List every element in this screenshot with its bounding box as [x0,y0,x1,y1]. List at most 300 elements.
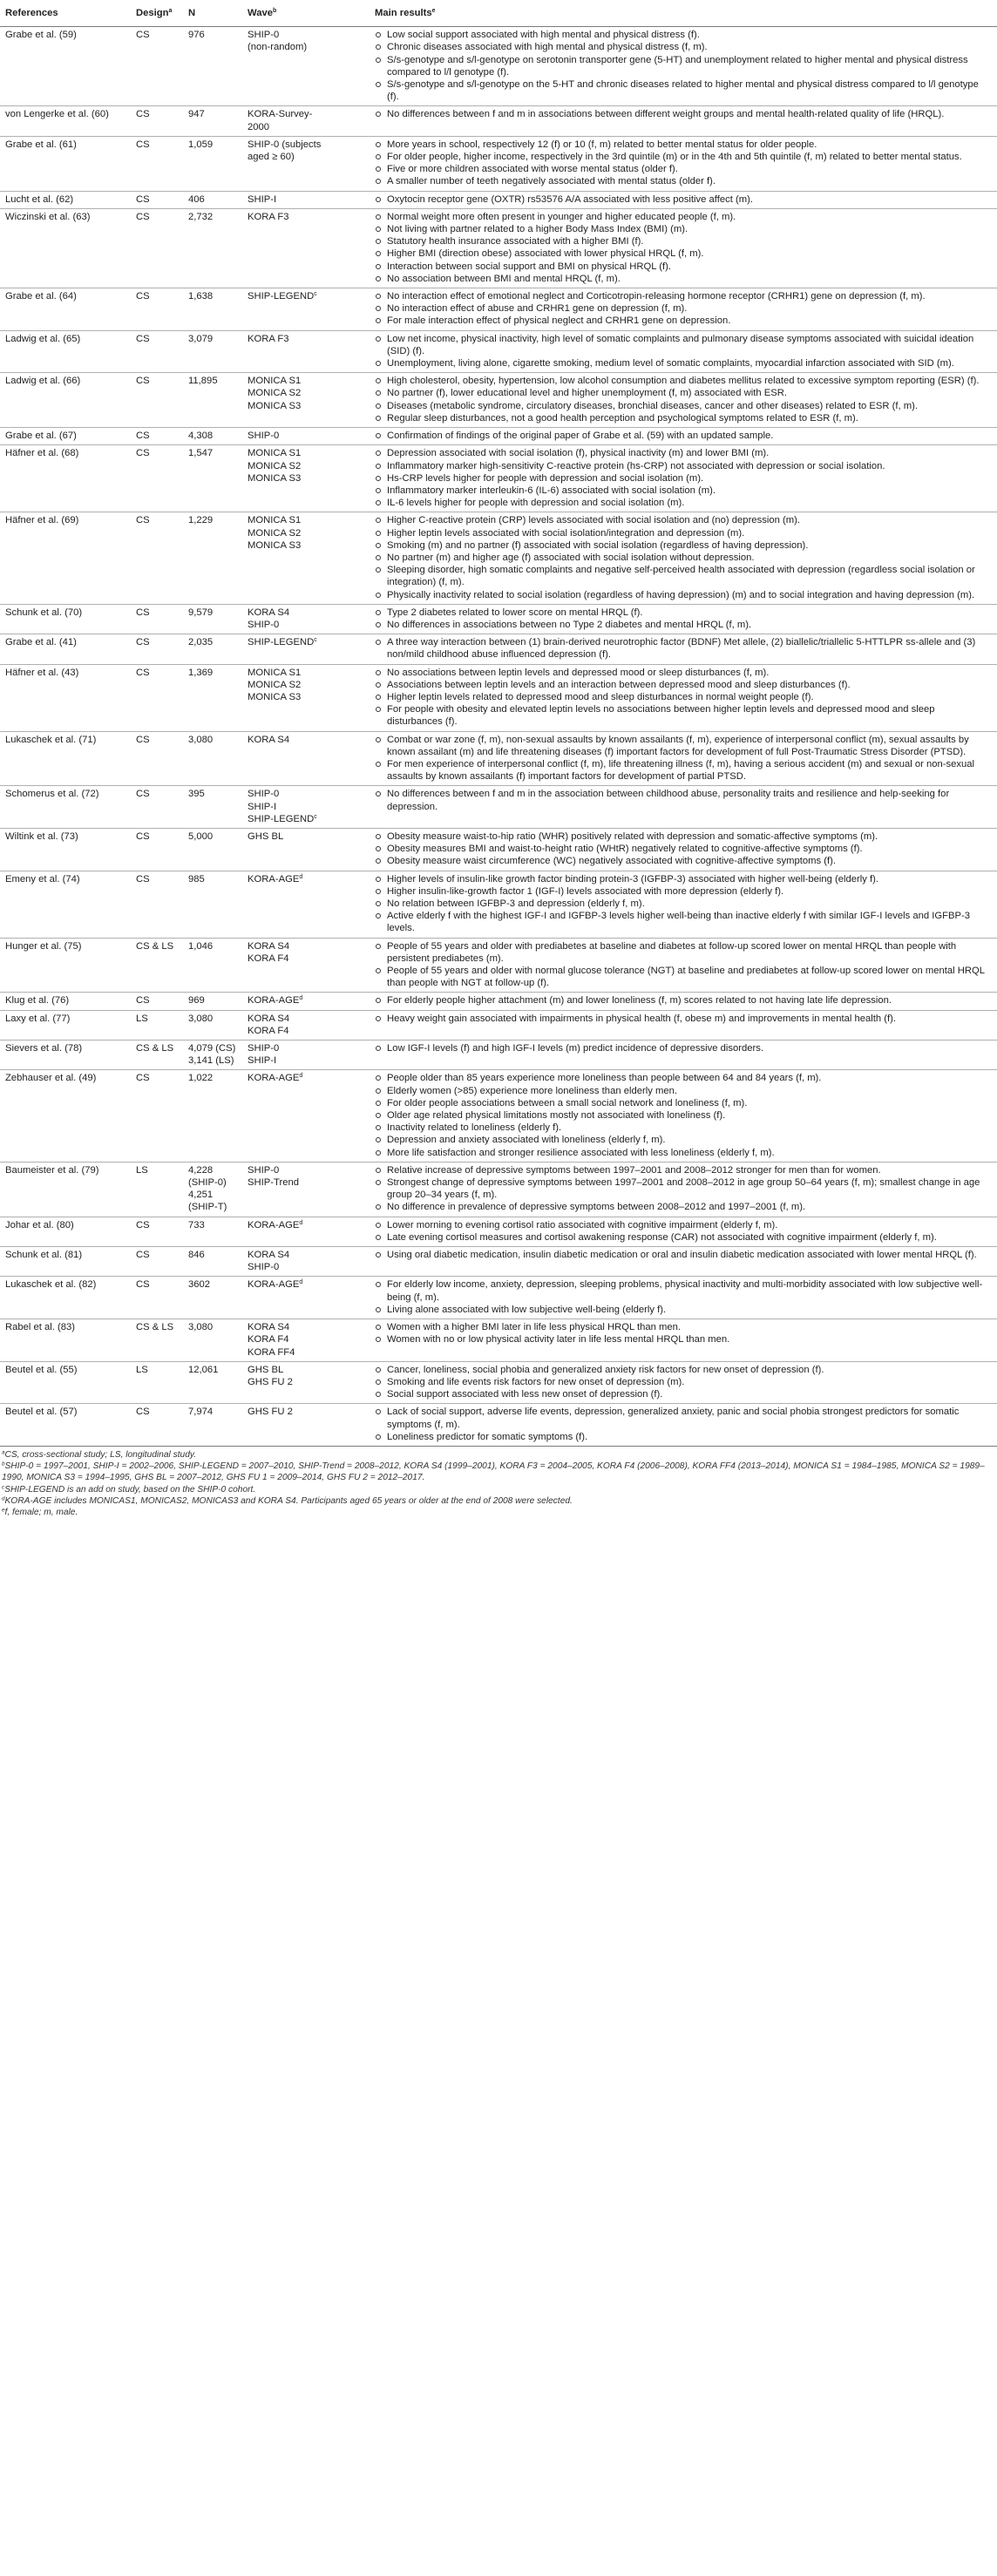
result-item: Women with no or low physical activity later in life less mental HRQL than men. [375,1333,992,1346]
results-list [375,1278,992,1316]
results-list [375,636,992,661]
wave-cell [242,664,370,731]
table-header-row [0,2,997,27]
wave-line: SHIP-LEGEND$^c$ [248,637,317,648]
wave-line: KORA S4 [248,940,290,952]
wave-line: MONICA S3 [248,400,302,411]
sample-size-line: (SHIP-0) [188,1177,227,1189]
results-list [375,734,992,783]
sample-size-line: 7,974 [188,1407,214,1418]
table-row [0,1319,997,1362]
result-item: For elderly low income, anxiety, depression, sleeping problems, physical inactivity and multi-morbidity associated with low subjective well-being (f, m). [375,1278,992,1303]
sample-size-cell [183,1404,242,1446]
main-results-cell [370,288,997,331]
result-item: People of 55 years and older with normal glucose tolerance (NGT) at baseline and prediabetes at follow-up scored lower on mental HRQL than people with NGT at follow-up (f). [375,965,992,989]
result-item: Depression and anxiety associated with loneliness (elderly f, m). [375,1134,992,1146]
sample-size-line: 11,895 [188,376,218,387]
footnote-line: $^e$f, female; m, male. [2,1507,78,1517]
main-results-cell [370,208,997,288]
result-item: Oxytocin receptor gene (OXTR) rs53576 A/A associated with less positive affect (m). [375,193,992,206]
main-results-cell [370,512,997,604]
wave-line: KORA S4 [248,607,290,618]
table-row [0,1404,997,1446]
wave-line: SHIP-LEGEND$^c$ [248,291,317,302]
design-cell: CS [131,512,183,604]
sample-size-line: 3,080 [188,734,214,745]
results-list [375,607,992,631]
wave-cell [242,731,370,786]
sample-size-cell [183,428,242,445]
wave-line: KORA-Survey- [248,109,313,120]
result-item: Living alone associated with low subjective well-being (elderly f). [375,1304,992,1316]
design-cell: CS [131,786,183,829]
design-cell: CS [131,288,183,331]
reference-cell: Grabe et al. (61) [0,136,131,191]
reference-cell: Hunger et al. (75) [0,938,131,993]
result-item: For people with obesity and elevated leptin levels no associations between higher leptin levels and depressed mood and sleep disturbances (f). [375,703,992,728]
results-list [375,333,992,370]
results-list [375,447,992,509]
sample-size-cell [183,1319,242,1362]
wave-line: KORA F4 [248,1334,289,1346]
main-results-cell [370,445,997,512]
reference-cell: Beutel et al. (55) [0,1361,131,1404]
reference-cell: Klug et al. (76) [0,993,131,1010]
result-item: Low IGF-I levels (f) and high IGF-I levels (m) predict incidence of depressive disorders. [375,1042,992,1054]
table-body [0,27,997,1446]
wave-line: SHIP-I [248,193,277,205]
result-item: No differences between f and m in associations between different weight groups and mental health-related quality of life (HRQL). [375,108,992,120]
results-list [375,290,992,328]
table-row [0,191,997,208]
results-list [375,667,992,729]
table-row [0,634,997,664]
result-item: Obesity measure waist-to-hip ratio (WHR) positively related with depression and somatic-affective symptoms (m). [375,830,992,843]
wave-line: SHIP-LEGEND$^c$ [248,813,317,824]
wave-line: MONICA S1 [248,376,302,387]
footnote-line: $^b$SHIP-0 = 1997–2001, SHIP-I = 2002–2006, SHIP-LEGEND = 2007–2010, SHIP-Trend = 2008–2012, KORA S4 (1999–2001), KORA F3 = 2004–2005, KORA F4 (2006–2008), KORA FF4 (2013–2014), MONICA S1 = 1984–1985, MONICA S2 = 1989–1990, MONICA S3 = 1994–1995, GHS BL = 2007–2012, GHS FU 1 = 2009–2014, GHS FU 2 = 2012–2017. [2,1461,985,1483]
results-list [375,1321,992,1346]
sample-size-cell [183,1070,242,1162]
result-item: S/s-genotype and s/l-genotype on the 5-HT and chronic diseases related to higher mental and physical distress compared to l/l genotype (f). [375,78,992,103]
sample-size-cell [183,27,242,106]
sample-size-cell [183,938,242,993]
result-item: Cancer, loneliness, social phobia and generalized anxiety risk factors for new onset of depression (f). [375,1364,992,1376]
result-item: Low social support associated with high mental and physical distress (f). [375,29,992,41]
wave-cell [242,1217,370,1246]
result-item: Inactivity related to loneliness (elderly f). [375,1122,992,1134]
sample-size-line: 1,638 [188,291,214,302]
sample-size-cell [183,828,242,871]
wave-cell [242,106,370,136]
sample-size-line: 3,080 [188,1322,214,1333]
wave-cell [242,1041,370,1070]
sample-size-line: 12,061 [188,1364,219,1375]
sample-size-line: 4,228 [188,1164,214,1176]
result-item: Regular sleep disturbances, not a good health perception and psychological symptoms related to ESR (f, m). [375,412,992,424]
result-item: Physically inactivity related to social isolation (regardless of having depression) (m) and to social integration and having depression (m). [375,589,992,601]
result-item: Higher levels of insulin-like growth factor binding protein-3 (IGFBP-3) associated with higher well-being (elderly f). [375,873,992,885]
result-item: Higher insulin-like-growth factor 1 (IGF-I) levels associated with more depression (elderly f). [375,885,992,898]
wave-line: MONICA S2 [248,460,302,471]
table-row [0,828,997,871]
sample-size-cell [183,512,242,604]
reference-cell: Häfner et al. (69) [0,512,131,604]
result-item: Statutory health insurance associated with a higher BMI (f). [375,235,992,247]
reference-cell: Häfner et al. (68) [0,445,131,512]
design-cell: CS [131,136,183,191]
main-results-cell [370,1319,997,1362]
sample-size-cell [183,786,242,829]
results-list [375,788,992,812]
header-wave: Wave$^b$ [242,2,370,27]
design-cell: CS [131,731,183,786]
sample-size-line: (SHIP-T) [188,1202,227,1213]
result-item: S/s-genotype and s/l-genotype on serotonin transporter gene (5-HT) and unemployment related to higher mental and physical distress compared to l/l genotype (f). [375,54,992,78]
wave-cell [242,191,370,208]
design-cell: LS [131,1010,183,1040]
sample-size-line: 2,035 [188,637,214,648]
reference-cell: Wiltink et al. (73) [0,828,131,871]
sample-size-line: 1,229 [188,515,214,526]
reference-cell: Zebhauser et al. (49) [0,1070,131,1162]
results-list [375,1072,992,1158]
table-row [0,330,997,373]
reference-cell: Wiczinski et al. (63) [0,208,131,288]
results-list [375,211,992,285]
table-row [0,1041,997,1070]
result-item: Lower morning to evening cortisol ratio associated with cognitive impairment (elderly f, m). [375,1219,992,1231]
design-cell: CS [131,634,183,664]
design-cell: CS [131,1070,183,1162]
wave-cell [242,993,370,1010]
result-item: For men experience of interpersonal conflict (f, m), life threatening illness (f, m), having a serious accident (m) and sexual or non-sexual assaults by known assailants (f) important factors for development of partial PTSD. [375,758,992,783]
sample-size-cell [183,1247,242,1277]
main-results-cell [370,634,997,664]
result-item: Obesity measures BMI and waist-to-height ratio (WHtR) negatively related to cognitive-affective symptoms (f). [375,843,992,855]
sample-size-line: 3602 [188,1279,211,1291]
reference-cell: Lukaschek et al. (82) [0,1277,131,1319]
sample-size-line: 1,046 [188,940,214,952]
sample-size-cell [183,634,242,664]
wave-line: SHIP-0 [248,430,280,442]
table-row [0,1361,997,1404]
table-row [0,1010,997,1040]
wave-line: SHIP-0 (subjects [248,139,322,150]
main-results-cell [370,1217,997,1246]
results-list [375,193,992,206]
sample-size-line: 3,079 [188,333,214,344]
reference-cell: Grabe et al. (64) [0,288,131,331]
result-item: Relative increase of depressive symptoms between 1997–2001 and 2008–2012 stronger for men than for women. [375,1164,992,1176]
reference-cell: Ladwig et al. (65) [0,330,131,373]
design-cell: CS [131,1277,183,1319]
result-item: Sleeping disorder, high somatic complaints and negative self-perceived health associated with depression (regardless social isolation or integration) (f, m). [375,564,992,588]
wave-line: SHIP-I [248,801,277,812]
main-results-cell [370,1247,997,1277]
table-row [0,106,997,136]
wave-line: MONICA S3 [248,472,302,484]
sample-size-cell [183,1277,242,1319]
footnote-line: $^d$KORA-AGE includes MONICAS1, MONICAS2, MONICAS3 and KORA S4. Participants aged 65 years or older at the end of 2008 were selected. [2,1495,573,1506]
table-row [0,288,997,331]
wave-cell [242,938,370,993]
wave-line: KORA S4 [248,1013,290,1024]
reference-cell: Schunk et al. (81) [0,1247,131,1277]
reference-cell: Schomerus et al. (72) [0,786,131,829]
result-item: Obesity measure waist circumference (WC) negatively associated with cognitive-affective symptoms (f). [375,855,992,867]
result-item: Strongest change of depressive symptoms between 1997–2001 and 2008–2012 in age group 50–64 years (f, m); smallest change in age group 20–34 years (f, m). [375,1176,992,1201]
sample-size-cell [183,136,242,191]
wave-cell [242,604,370,634]
main-results-cell [370,428,997,445]
result-item: Social support associated with less new onset of depression (f). [375,1388,992,1400]
result-item: IL-6 levels higher for people with depression and social isolation (m). [375,497,992,509]
wave-line: SHIP-Trend [248,1177,299,1189]
result-item: Higher BMI (direction obese) associated with lower physical HRQL (f, m). [375,247,992,260]
wave-line: GHS BL [248,830,284,842]
design-cell: CS [131,208,183,288]
wave-cell [242,27,370,106]
result-item: Low net income, physical inactivity, high level of somatic complaints and pulmonary disease symptoms associated with suicidal ideation (SID) (f). [375,333,992,357]
wave-cell [242,828,370,871]
result-item: Active elderly f with the highest IGF-I and IGFBP-3 levels higher well-being than inactive elderly f with similar IGF-I levels and IGFBP-3 levels. [375,910,992,934]
main-results-cell [370,1404,997,1446]
wave-line: SHIP-0 [248,30,280,41]
wave-line: KORA S4 [248,1250,290,1261]
wave-line: MONICA S3 [248,539,302,551]
sample-size-line: 846 [188,1250,205,1261]
reference-cell: Emeny et al. (74) [0,871,131,938]
main-results-cell [370,1361,997,1404]
design-cell: CS [131,1247,183,1277]
design-cell: CS [131,106,183,136]
result-item: Inflammatory marker interleukin-6 (IL-6) associated with social isolation (m). [375,485,992,497]
sample-size-line: 406 [188,193,205,205]
result-item: Late evening cortisol measures and cortisol awakening response (CAR) not associated with cognitive impairment (elderly f, m). [375,1231,992,1244]
reference-cell: Beutel et al. (57) [0,1404,131,1446]
results-list [375,430,992,442]
main-results-cell [370,136,997,191]
table-row [0,938,997,993]
results-list [375,1013,992,1025]
result-item: Normal weight more often present in younger and higher educated people (f, m). [375,211,992,223]
design-cell: CS [131,871,183,938]
sample-size-line: 2,732 [188,211,214,222]
wave-cell [242,330,370,373]
table-row [0,27,997,106]
result-item: No associations between leptin levels and depressed mood or sleep disturbances (f, m). [375,667,992,679]
results-list [375,1364,992,1401]
design-cell: CS [131,1217,183,1246]
result-item: Type 2 diabetes related to lower score on mental HRQL (f). [375,607,992,619]
result-item: Associations between leptin levels and an interaction between depressed mood and sleep disturbances (f). [375,679,992,691]
reference-cell: Grabe et al. (67) [0,428,131,445]
wave-line: KORA-AGE$^d$ [248,1279,303,1291]
results-list [375,1164,992,1214]
sample-size-line: 4,251 [188,1190,214,1201]
result-item: For older people, higher income, respectively in the 3rd quintile (m) or in the 4th and 5th quintile (f, m) related to better mental status. [375,151,992,163]
reference-cell: Häfner et al. (43) [0,664,131,731]
result-item: Interaction between social support and BMI on physical HRQL (f). [375,261,992,273]
sample-size-line: 1,059 [188,139,214,150]
sample-size-cell [183,664,242,731]
wave-line: MONICA S2 [248,527,302,539]
results-list [375,994,992,1007]
sample-size-line: 3,141 (LS) [188,1055,234,1067]
sample-size-line: 733 [188,1219,205,1230]
result-item: Not living with partner related to a higher Body Mass Index (BMI) (m). [375,223,992,235]
table-row [0,373,997,428]
wave-cell [242,1361,370,1404]
footnote-line: $^c$SHIP-LEGEND is an add on study, based on the SHIP-0 cohort. [2,1484,256,1495]
table-row [0,871,997,938]
reference-cell: Lukaschek et al. (71) [0,731,131,786]
wave-line: KORA F3 [248,211,289,222]
result-item: People of 55 years and older with prediabetes at baseline and diabetes at follow-up scored lower on mental HRQL than people with persistent prediabetes (m). [375,940,992,965]
main-results-cell [370,106,997,136]
header-main-results: Main results$^e$ [370,2,997,27]
sample-size-cell [183,288,242,331]
result-item: No relation between IGFBP-3 and depression (elderly f, m). [375,898,992,910]
wave-line: (non-random) [248,42,308,53]
sample-size-cell [183,373,242,428]
main-results-cell [370,1041,997,1070]
main-results-cell [370,828,997,871]
result-item: For elderly people higher attachment (m) and lower loneliness (f, m) scores related to not having late life depression. [375,994,992,1007]
design-cell: CS [131,330,183,373]
result-item: Combat or war zone (f, m), non-sexual assaults by known assailants (f, m), experience of interpersonal conflict (m), sexual assaults by known assailant (m) and life threatening diseases (f) important factors for development of full Post-Traumatic Stress Disorder (PTSD). [375,734,992,758]
wave-line: GHS BL [248,1364,284,1375]
sample-size-line: 5,000 [188,830,214,842]
reference-cell: Baumeister et al. (79) [0,1162,131,1217]
wave-line: KORA-AGE$^d$ [248,873,303,885]
design-cell: CS [131,828,183,871]
table-row [0,1247,997,1277]
sample-size-cell [183,106,242,136]
reference-cell: Sievers et al. (78) [0,1041,131,1070]
design-cell: CS & LS [131,1041,183,1070]
sample-size-cell [183,1217,242,1246]
sample-size-cell [183,1041,242,1070]
wave-line: GHS FU 2 [248,1407,293,1418]
results-list [375,29,992,103]
result-item: Five or more children associated with worse mental status (older f). [375,163,992,175]
results-list [375,830,992,868]
wave-cell [242,288,370,331]
result-item: No differences between f and m in the association between childhood abuse, personality traits and resilience and help-seeking for depression. [375,788,992,812]
main-results-cell [370,27,997,106]
results-list [375,1042,992,1054]
wave-cell [242,871,370,938]
main-results-cell [370,786,997,829]
design-cell: CS [131,993,183,1010]
wave-line: KORA FF4 [248,1346,295,1358]
wave-line: MONICA S1 [248,515,302,526]
result-item: Confirmation of findings of the original paper of Grabe et al. (59) with an updated sample. [375,430,992,442]
results-list [375,108,992,120]
wave-line: KORA S4 [248,1322,290,1333]
reference-cell: Rabel et al. (83) [0,1319,131,1362]
result-item: No interaction effect of emotional neglect and Corticotropin-releasing hormone receptor (CRHR1) gene on depression (f, m). [375,290,992,302]
table-row [0,428,997,445]
main-results-cell [370,373,997,428]
wave-line: KORA-AGE$^d$ [248,995,303,1007]
sample-size-line: 3,080 [188,1013,214,1024]
wave-line: MONICA S2 [248,679,302,690]
main-results-cell [370,1162,997,1217]
wave-cell [242,373,370,428]
header-references: References [0,2,131,27]
wave-line: SHIP-0 [248,789,280,800]
result-item: Chronic diseases associated with high mental and physical distress (f, m). [375,41,992,53]
result-item: No association between BMI and mental HRQL (f, m). [375,273,992,285]
wave-cell [242,512,370,604]
reference-cell: Laxy et al. (77) [0,1010,131,1040]
table-row [0,664,997,731]
design-cell: CS & LS [131,1319,183,1362]
wave-line: MONICA S2 [248,388,302,399]
main-results-cell [370,330,997,373]
sample-size-cell [183,208,242,288]
wave-line: MONICA S1 [248,448,302,459]
header-n: N [183,2,242,27]
footnote-line: $^a$CS, cross-sectional study; LS, longitudinal study. [2,1449,197,1460]
table-row [0,1162,997,1217]
design-cell: LS [131,1162,183,1217]
header-design: Design$^a$ [131,2,183,27]
result-item: Higher leptin levels associated with social isolation/integration and depression (m). [375,527,992,539]
wave-cell [242,1277,370,1319]
result-item: For older people associations between a small social network and loneliness (f, m). [375,1097,992,1109]
wave-cell [242,208,370,288]
design-cell: CS [131,373,183,428]
sample-size-line: 947 [188,109,205,120]
result-item: People older than 85 years experience more loneliness than people between 64 and 84 years (f, m). [375,1072,992,1084]
result-item: Smoking and life events risk factors for new onset of depression (m). [375,1376,992,1388]
reference-cell: von Lengerke et al. (60) [0,106,131,136]
design-cell: CS & LS [131,938,183,993]
sample-size-cell [183,1010,242,1040]
sample-size-cell [183,330,242,373]
wave-line: MONICA S3 [248,691,302,702]
result-item: Loneliness predictor for somatic symptoms (f). [375,1431,992,1443]
sample-size-line: 1,547 [188,448,214,459]
wave-line: KORA F4 [248,1025,289,1036]
wave-cell [242,786,370,829]
wave-cell [242,1404,370,1446]
sample-size-cell [183,604,242,634]
table-row [0,786,997,829]
wave-line: SHIP-0 [248,1262,280,1273]
table-row [0,512,997,604]
table-row [0,1217,997,1246]
wave-cell [242,1319,370,1362]
wave-cell [242,1070,370,1162]
design-cell: CS [131,27,183,106]
result-item: Smoking (m) and no partner (f) associated with social isolation (regardless of having depression). [375,539,992,552]
wave-line: GHS FU 2 [248,1376,293,1387]
result-item: No interaction effect of abuse and CRHR1 gene on depression (f, m). [375,302,992,315]
result-item: No partner (m) and higher age (f) associated with social isolation without depression. [375,552,992,564]
result-item: More years in school, respectively 12 (f) or 10 (f, m) related to better mental status for older people. [375,139,992,151]
wave-line: KORA S4 [248,734,290,745]
design-cell: CS [131,664,183,731]
main-results-cell [370,938,997,993]
main-results-cell [370,664,997,731]
sample-size-cell [183,871,242,938]
wave-cell [242,1247,370,1277]
